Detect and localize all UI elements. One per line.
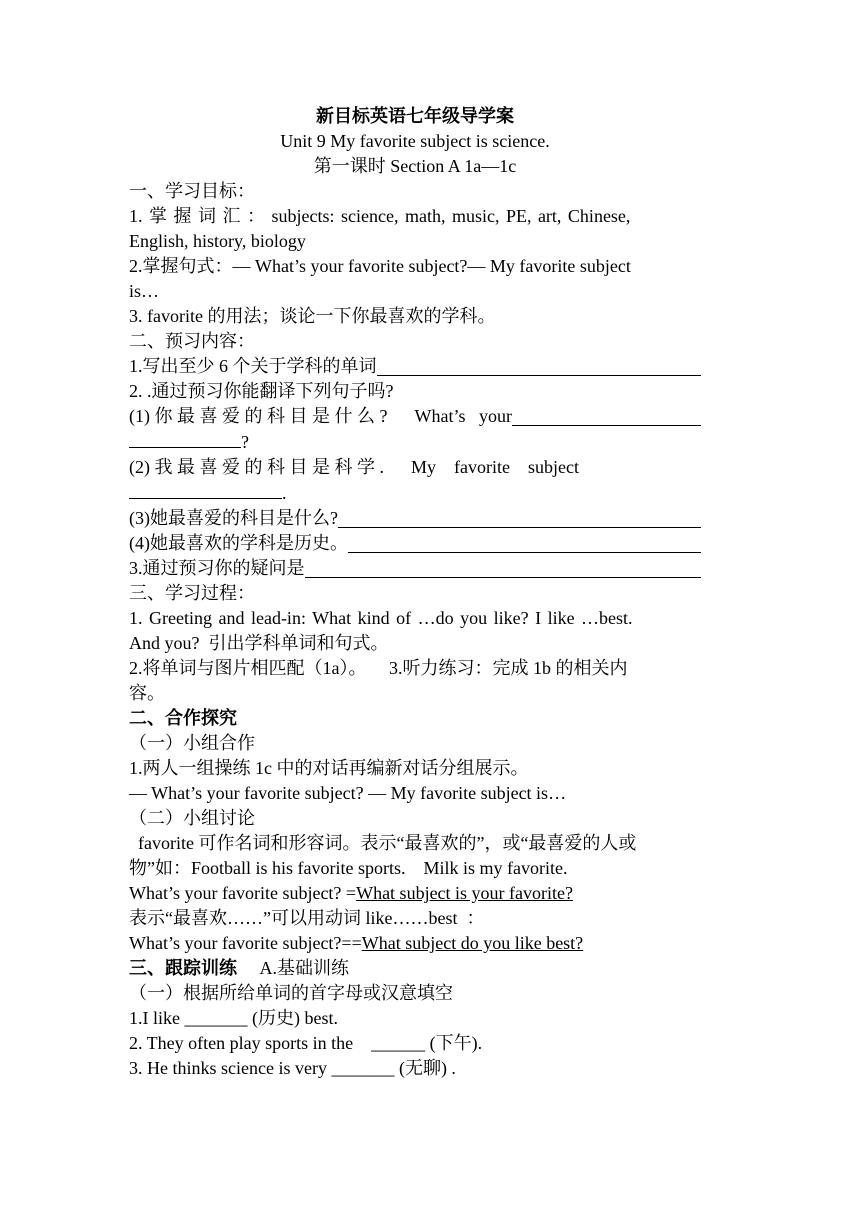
translate-4 (129, 531, 701, 556)
translate-2-line-2 (129, 480, 701, 506)
goal-2-line-2: is… (129, 281, 160, 301)
exercise-2: 2. They often play sports in the ______ (下午). (129, 1033, 483, 1053)
translate-3-text: (3)她最喜爱的科目是什么? (129, 508, 338, 528)
answer-blank[interactable] (129, 429, 241, 448)
group-work-subheading: （一）小组合作 (129, 733, 255, 753)
answer-blank[interactable] (338, 508, 701, 528)
answer-blank[interactable] (348, 533, 701, 553)
group-discussion-subheading: （二）小组讨论 (129, 808, 255, 828)
preview-question-2: 2. .通过预习你能翻译下列句子吗? (129, 381, 394, 401)
discussion-line-1: favorite 可作名词和形容词。表示“最喜欢的”，或“最喜爱的人或 (129, 833, 637, 853)
fill-in-subheading: （一）根据所给单词的首字母或汉意填空 (129, 983, 453, 1003)
goal-2-line-1: 2.掌握句式：— What’s your favorite subject?— My favorite subject (129, 256, 631, 276)
translate-3 (129, 506, 701, 531)
document-title: 新目标英语七年级导学案 (316, 106, 514, 126)
discussion-line-3-underlined: What subject is your favorite? (356, 883, 574, 903)
cooperation-dialogue: — What’s your favorite subject? — My favorite subject is… (129, 783, 567, 803)
lesson-title: 第一课时 Section A 1a—1c (313, 156, 517, 176)
translate-4-text: (4)她最喜欢的学科是历史。 (129, 533, 348, 553)
goal-1-line-1: 1. 掌 握 词 汇 ： subjects: science, math, music, PE, art, Chinese, (129, 206, 631, 226)
translate-1-end: ? (241, 432, 249, 452)
goal-3: 3. favorite 的用法；谈论一下你最喜欢的学科。 (129, 306, 496, 326)
process-1-line-2: And you? 引出学科单词和句式。 (129, 633, 389, 653)
answer-blank[interactable] (377, 356, 702, 376)
translate-1-line-2 (129, 429, 701, 455)
process-2-line-1: 2.将单词与图片相匹配（1a）。 3.听力练习：完成 1b 的相关内 (129, 658, 628, 678)
worksheet-page (129, 104, 701, 1081)
process-2-line-2: 容。 (129, 683, 165, 703)
section-practice-heading: 三、跟踪训练 (129, 958, 237, 978)
translate-2-line-1: (2) 我 最 喜 爱 的 科 目 是 科 学 . My favorite subject (129, 457, 579, 477)
answer-blank[interactable] (305, 558, 702, 578)
cooperation-1: 1.两人一组操练 1c 中的对话再编新对话分组展示。 (129, 758, 529, 778)
translate-1-line-1 (129, 404, 701, 429)
section-cooperation-heading: 二、合作探究 (129, 708, 237, 728)
translate-1-text: (1) 你 最 喜 爱 的 科 目 是 什 么 ? What’s your (129, 406, 512, 426)
section-practice-heading-row (129, 956, 701, 981)
discussion-line-5 (129, 931, 701, 956)
preview-question-3 (129, 556, 701, 581)
preview-question-1 (129, 354, 701, 379)
process-1-line-1: 1. Greeting and lead-in: What kind of …do you like? I like …best. (129, 608, 633, 628)
discussion-line-5-underlined: What subject do you like best? (361, 933, 584, 953)
discussion-line-2: 物”如：Football is his favorite sports. Milk is my favorite. (129, 858, 568, 878)
exercise-3: 3. He thinks science is very _______ (无聊) . (129, 1058, 456, 1078)
exercise-1: 1.I like _______ (历史) best. (129, 1008, 338, 1028)
discussion-line-4: 表示“最喜欢……”可以用动词 like……best ： (129, 908, 485, 928)
section-process-heading: 三、学习过程： (129, 583, 255, 603)
answer-blank[interactable] (129, 480, 282, 499)
preview-question-1-text: 1.写出至少 6 个关于学科的单词 (129, 356, 377, 376)
preview-question-3-text: 3.通过预习你的疑问是 (129, 558, 305, 578)
section-preview-heading: 二、预习内容： (129, 331, 255, 351)
unit-title: Unit 9 My favorite subject is science. (280, 131, 550, 151)
answer-blank[interactable] (512, 406, 701, 426)
goal-1-line-2: English, history, biology (129, 231, 306, 251)
discussion-line-3 (129, 881, 701, 906)
translate-2-end: . (282, 483, 287, 503)
basic-training-label: A.基础训练 (237, 958, 349, 978)
discussion-line-5-text: What’s your favorite subject?== (129, 933, 362, 953)
discussion-line-3-text: What’s your favorite subject? = (129, 883, 357, 903)
section-goals-heading: 一、学习目标： (129, 181, 255, 201)
